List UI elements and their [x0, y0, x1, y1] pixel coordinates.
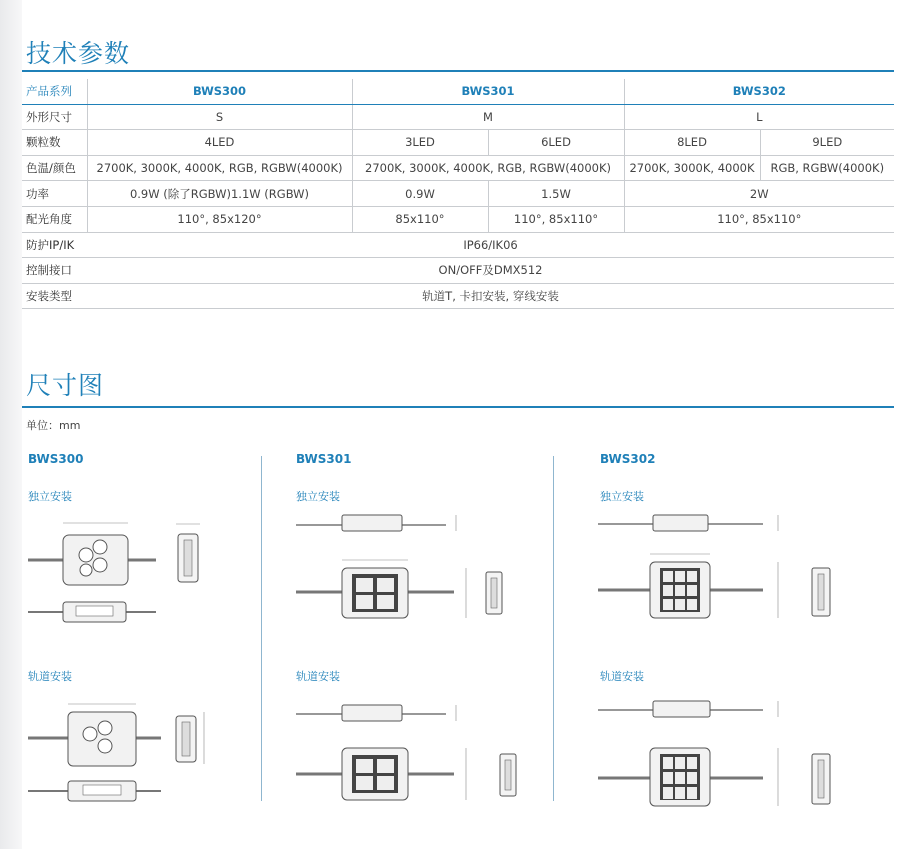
table-cell: L — [624, 104, 894, 130]
bws301-track-front-drawing — [296, 740, 476, 802]
track-heading: 轨道安装 — [28, 670, 72, 683]
table-row — [22, 283, 894, 309]
bws302-standalone-side-drawing — [808, 566, 834, 618]
table-cell: 8LED — [624, 130, 760, 156]
table-cell: 4LED — [87, 130, 352, 156]
row-label: 控制接口 — [22, 258, 87, 284]
bws302-standalone-front-drawing — [598, 550, 798, 620]
bws301-standalone-top-drawing — [296, 512, 471, 534]
bws300-track-side-drawing — [170, 710, 210, 766]
table-cell: 轨道T, 卡扣安装, 穿线安装 — [87, 283, 894, 309]
table-cell: 110°, 85x110° — [624, 206, 894, 232]
model-heading-bws301: BWS301 — [296, 452, 352, 466]
bws300-standalone-side-drawing — [170, 522, 206, 586]
track-heading: 轨道安装 — [600, 670, 644, 683]
bws302-track-front-drawing — [598, 740, 798, 808]
table-cell: 3LED — [352, 130, 488, 156]
standalone-heading: 独立安装 — [600, 490, 644, 503]
bws302-standalone-top-drawing — [598, 512, 798, 534]
standalone-heading: 独立安装 — [296, 490, 340, 503]
bws302-track-top-drawing — [598, 698, 798, 720]
spec-section-title: 技术参数 — [26, 39, 131, 68]
table-cell: 9LED — [760, 130, 894, 156]
dims-section-title: 尺寸图 — [26, 371, 105, 400]
table-row — [22, 155, 894, 181]
model-header: BWS302 — [624, 79, 894, 104]
column-divider — [261, 456, 262, 801]
table-row — [22, 206, 894, 232]
model-heading-bws302: BWS302 — [600, 452, 656, 466]
table-cell: 85x110° — [352, 206, 488, 232]
unit-label: 单位：mm — [26, 419, 81, 432]
table-row — [22, 104, 894, 130]
table-row — [22, 258, 894, 284]
table-cell: RGB, RGBW(4000K) — [760, 155, 894, 181]
table-cell: 1.5W — [488, 181, 624, 207]
table-row — [22, 181, 894, 207]
bws301-standalone-side-drawing — [482, 570, 506, 616]
table-cell: 2700K, 3000K, 4000K, RGB, RGBW(4000K) — [352, 155, 624, 181]
bws300-standalone-front-drawing — [28, 515, 158, 585]
row-label: 配光角度 — [22, 206, 87, 232]
bws300-track-front-drawing — [28, 698, 163, 770]
row-label: 外形尺寸 — [22, 104, 87, 130]
track-heading: 轨道安装 — [296, 670, 340, 683]
table-row — [22, 79, 894, 104]
bws300-track-bottom-drawing — [28, 778, 163, 804]
standalone-heading: 独立安装 — [28, 490, 72, 503]
table-cell: ON/OFF及DMX512 — [87, 258, 894, 284]
table-cell: 2700K, 3000K, 4000K, RGB, RGBW(4000K) — [87, 155, 352, 181]
table-cell: 110°, 85x120° — [87, 206, 352, 232]
bws301-track-top-drawing — [296, 702, 471, 724]
page-left-margin — [0, 0, 22, 849]
table-row — [22, 232, 894, 258]
model-header: BWS300 — [87, 79, 352, 104]
row-label: 产品系列 — [22, 79, 87, 104]
table-cell: M — [352, 104, 624, 130]
table-row — [22, 130, 894, 156]
bws300-standalone-bottom-drawing — [28, 598, 158, 626]
table-cell: 6LED — [488, 130, 624, 156]
table-cell: 110°, 85x110° — [488, 206, 624, 232]
spec-table — [22, 79, 894, 309]
table-cell: 0.9W — [352, 181, 488, 207]
spec-title-rule — [22, 70, 894, 72]
row-label: 颗粒数 — [22, 130, 87, 156]
row-label: 功率 — [22, 181, 87, 207]
bws301-track-side-drawing — [496, 752, 522, 798]
model-heading-bws300: BWS300 — [28, 452, 84, 466]
model-header: BWS301 — [352, 79, 624, 104]
row-label: 防护IP/IK — [22, 232, 87, 258]
row-label: 安装类型 — [22, 283, 87, 309]
row-label: 色温/颜色 — [22, 155, 87, 181]
bws302-track-side-drawing — [808, 752, 834, 806]
table-cell: IP66/IK06 — [87, 232, 894, 258]
table-cell: 2W — [624, 181, 894, 207]
column-divider — [553, 456, 554, 801]
table-cell: 2700K, 3000K, 4000K — [624, 155, 760, 181]
table-cell: 0.9W (除了RGBW)1.1W (RGBW) — [87, 181, 352, 207]
dims-title-rule — [22, 406, 894, 408]
bws301-standalone-front-drawing — [296, 556, 476, 621]
table-cell: S — [87, 104, 352, 130]
